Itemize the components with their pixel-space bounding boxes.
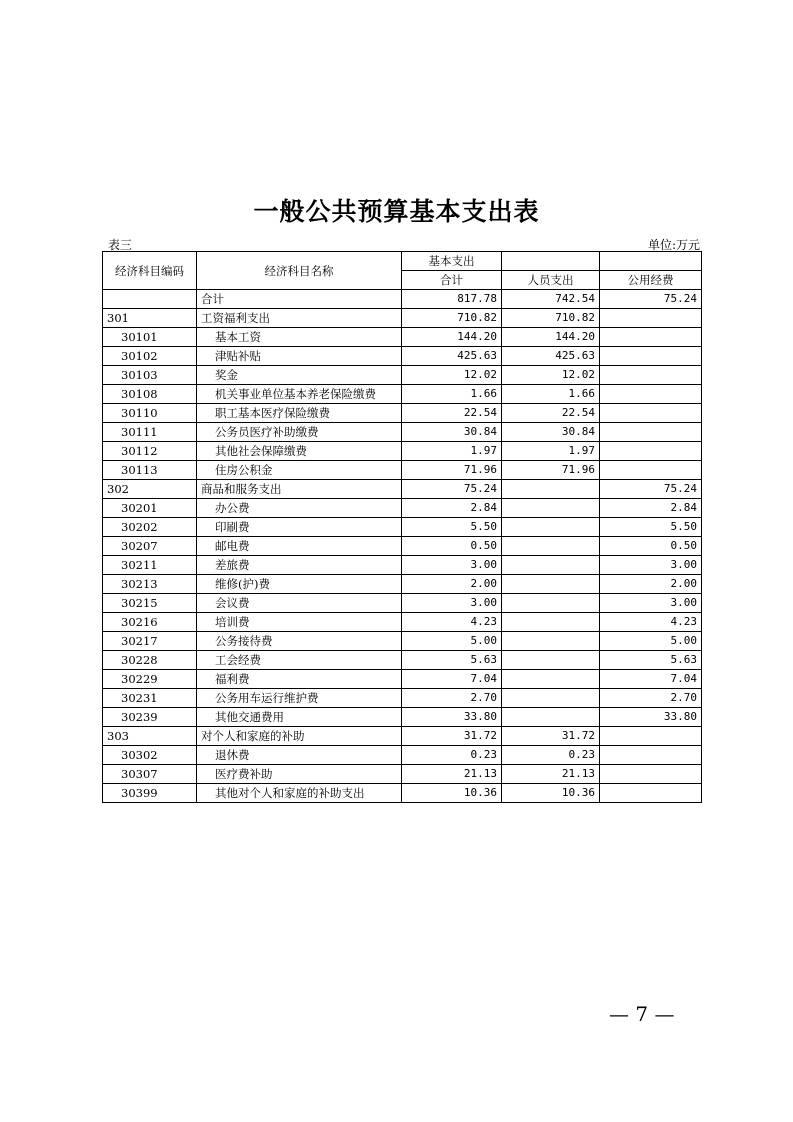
- code-cell: 30110: [103, 404, 197, 423]
- total-cell: 1.66: [402, 385, 502, 404]
- public-cell: [600, 442, 702, 461]
- table-row: [103, 594, 702, 613]
- table-row: [103, 537, 702, 556]
- code-cell: 30307: [103, 765, 197, 784]
- code-cell: 30229: [103, 670, 197, 689]
- public-cell: [600, 309, 702, 328]
- name-cell: 差旅费: [197, 556, 402, 575]
- total-cell: 5.63: [402, 651, 502, 670]
- total-cell: 75.24: [402, 480, 502, 499]
- public-cell: 3.00: [600, 556, 702, 575]
- name-cell: 公务接待费: [197, 632, 402, 651]
- code-cell: 30231: [103, 689, 197, 708]
- personnel-cell: 12.02: [502, 366, 600, 385]
- table-row: [103, 708, 702, 727]
- code-cell: 30108: [103, 385, 197, 404]
- total-cell: 425.63: [402, 347, 502, 366]
- total-cell: 0.50: [402, 537, 502, 556]
- table-row: [103, 727, 702, 746]
- public-cell: 7.04: [600, 670, 702, 689]
- header-name: 经济科目名称: [197, 252, 402, 290]
- total-cell: 3.00: [402, 556, 502, 575]
- table-row: [103, 651, 702, 670]
- code-cell: 30228: [103, 651, 197, 670]
- name-cell: 公务用车运行维护费: [197, 689, 402, 708]
- total-cell: 31.72: [402, 727, 502, 746]
- page-title: 一般公共预算基本支出表: [253, 197, 540, 226]
- public-cell: [600, 746, 702, 765]
- public-cell: 2.84: [600, 499, 702, 518]
- table-row: [103, 366, 702, 385]
- table-row: [103, 423, 702, 442]
- total-cell: 817.78: [402, 290, 502, 309]
- personnel-cell: [502, 613, 600, 632]
- code-cell: 30216: [103, 613, 197, 632]
- table-row: [103, 404, 702, 423]
- header-personnel: 人员支出: [502, 271, 600, 290]
- personnel-cell: 1.66: [502, 385, 600, 404]
- personnel-cell: 144.20: [502, 328, 600, 347]
- table-row: [103, 328, 702, 347]
- total-cell: 2.00: [402, 575, 502, 594]
- page-number: — 7 —: [609, 1002, 675, 1026]
- budget-table: [102, 251, 702, 803]
- personnel-cell: 21.13: [502, 765, 600, 784]
- personnel-cell: [502, 708, 600, 727]
- personnel-cell: 710.82: [502, 309, 600, 328]
- personnel-cell: [502, 499, 600, 518]
- name-cell: 公务员医疗补助缴费: [197, 423, 402, 442]
- name-cell: 邮电费: [197, 537, 402, 556]
- name-cell: 工会经费: [197, 651, 402, 670]
- code-cell: 30399: [103, 784, 197, 803]
- table-row: [103, 556, 702, 575]
- personnel-cell: [502, 670, 600, 689]
- personnel-cell: [502, 651, 600, 670]
- personnel-cell: 31.72: [502, 727, 600, 746]
- personnel-cell: 742.54: [502, 290, 600, 309]
- code-cell: [103, 290, 197, 309]
- personnel-cell: 71.96: [502, 461, 600, 480]
- personnel-cell: 425.63: [502, 347, 600, 366]
- name-cell: 印刷费: [197, 518, 402, 537]
- table-row: [103, 480, 702, 499]
- public-cell: 33.80: [600, 708, 702, 727]
- table-row: [103, 632, 702, 651]
- table-row: [103, 765, 702, 784]
- table-row: [103, 784, 702, 803]
- name-cell: 其他对个人和家庭的补助支出: [197, 784, 402, 803]
- total-cell: 710.82: [402, 309, 502, 328]
- code-cell: 30103: [103, 366, 197, 385]
- code-cell: 30111: [103, 423, 197, 442]
- table-header: [103, 252, 702, 290]
- code-cell: 303: [103, 727, 197, 746]
- public-cell: [600, 784, 702, 803]
- public-cell: 5.50: [600, 518, 702, 537]
- code-cell: 30213: [103, 575, 197, 594]
- code-cell: 30112: [103, 442, 197, 461]
- table-row: [103, 461, 702, 480]
- personnel-cell: [502, 594, 600, 613]
- name-cell: 合计: [197, 290, 402, 309]
- table-row: [103, 385, 702, 404]
- total-cell: 7.04: [402, 670, 502, 689]
- table-row: [103, 309, 702, 328]
- name-cell: 奖金: [197, 366, 402, 385]
- header-code: 经济科目编码: [103, 252, 197, 290]
- public-cell: 3.00: [600, 594, 702, 613]
- public-cell: 0.50: [600, 537, 702, 556]
- name-cell: 其他社会保障缴费: [197, 442, 402, 461]
- unit-label: 单位:万元: [647, 238, 700, 252]
- code-cell: 30239: [103, 708, 197, 727]
- total-cell: 3.00: [402, 594, 502, 613]
- total-cell: 33.80: [402, 708, 502, 727]
- name-cell: 退休费: [197, 746, 402, 765]
- total-cell: 144.20: [402, 328, 502, 347]
- name-cell: 医疗费补助: [197, 765, 402, 784]
- public-cell: [600, 404, 702, 423]
- total-cell: 10.36: [402, 784, 502, 803]
- total-cell: 2.84: [402, 499, 502, 518]
- personnel-cell: 1.97: [502, 442, 600, 461]
- header-public: 公用经费: [600, 271, 702, 290]
- header-blank-cell: [502, 252, 600, 271]
- public-cell: [600, 366, 702, 385]
- public-cell: [600, 385, 702, 404]
- personnel-cell: 30.84: [502, 423, 600, 442]
- name-cell: 机关事业单位基本养老保险缴费: [197, 385, 402, 404]
- personnel-cell: [502, 480, 600, 499]
- public-cell: [600, 461, 702, 480]
- code-cell: 30202: [103, 518, 197, 537]
- name-cell: 津贴补贴: [197, 347, 402, 366]
- table-row: [103, 575, 702, 594]
- table-body: [103, 290, 702, 803]
- table-row: [103, 613, 702, 632]
- code-cell: 302: [103, 480, 197, 499]
- total-cell: 71.96: [402, 461, 502, 480]
- public-cell: [600, 328, 702, 347]
- code-cell: 30113: [103, 461, 197, 480]
- code-cell: 30101: [103, 328, 197, 347]
- personnel-cell: [502, 632, 600, 651]
- header-basic-expenditure: 基本支出: [402, 252, 502, 271]
- table-row: [103, 442, 702, 461]
- name-cell: 基本工资: [197, 328, 402, 347]
- public-cell: 2.00: [600, 575, 702, 594]
- personnel-cell: [502, 689, 600, 708]
- table-row: [103, 689, 702, 708]
- total-cell: 21.13: [402, 765, 502, 784]
- code-cell: 30201: [103, 499, 197, 518]
- total-cell: 22.54: [402, 404, 502, 423]
- name-cell: 培训费: [197, 613, 402, 632]
- personnel-cell: 0.23: [502, 746, 600, 765]
- name-cell: 住房公积金: [197, 461, 402, 480]
- name-cell: 其他交通费用: [197, 708, 402, 727]
- name-cell: 商品和服务支出: [197, 480, 402, 499]
- table-row: [103, 290, 702, 309]
- public-cell: [600, 765, 702, 784]
- name-cell: 维修(护)费: [197, 575, 402, 594]
- personnel-cell: 10.36: [502, 784, 600, 803]
- public-cell: 5.00: [600, 632, 702, 651]
- public-cell: 5.63: [600, 651, 702, 670]
- code-cell: 30215: [103, 594, 197, 613]
- code-cell: 30302: [103, 746, 197, 765]
- total-cell: 4.23: [402, 613, 502, 632]
- code-cell: 30207: [103, 537, 197, 556]
- header-blank-cell: [600, 252, 702, 271]
- name-cell: 福利费: [197, 670, 402, 689]
- total-cell: 30.84: [402, 423, 502, 442]
- public-cell: 4.23: [600, 613, 702, 632]
- public-cell: [600, 423, 702, 442]
- code-cell: 30102: [103, 347, 197, 366]
- personnel-cell: [502, 537, 600, 556]
- public-cell: 2.70: [600, 689, 702, 708]
- name-cell: 工资福利支出: [197, 309, 402, 328]
- total-cell: 5.50: [402, 518, 502, 537]
- personnel-cell: [502, 556, 600, 575]
- header-total: 合计: [402, 271, 502, 290]
- public-cell: [600, 347, 702, 366]
- code-cell: 30217: [103, 632, 197, 651]
- total-cell: 12.02: [402, 366, 502, 385]
- name-cell: 办公费: [197, 499, 402, 518]
- total-cell: 1.97: [402, 442, 502, 461]
- personnel-cell: [502, 575, 600, 594]
- table-row: [103, 746, 702, 765]
- public-cell: [600, 727, 702, 746]
- total-cell: 2.70: [402, 689, 502, 708]
- code-cell: 30211: [103, 556, 197, 575]
- public-cell: 75.24: [600, 480, 702, 499]
- table-label: 表三: [108, 238, 133, 252]
- table-row: [103, 499, 702, 518]
- personnel-cell: [502, 518, 600, 537]
- name-cell: 职工基本医疗保险缴费: [197, 404, 402, 423]
- table-row: [103, 347, 702, 366]
- total-cell: 0.23: [402, 746, 502, 765]
- personnel-cell: 22.54: [502, 404, 600, 423]
- total-cell: 5.00: [402, 632, 502, 651]
- table-row: [103, 518, 702, 537]
- code-cell: 301: [103, 309, 197, 328]
- name-cell: 对个人和家庭的补助: [197, 727, 402, 746]
- table-row: [103, 670, 702, 689]
- public-cell: 75.24: [600, 290, 702, 309]
- name-cell: 会议费: [197, 594, 402, 613]
